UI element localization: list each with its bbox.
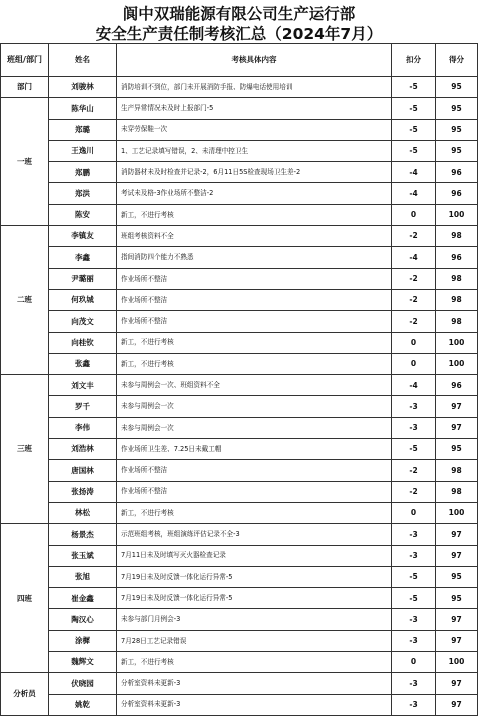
table-row (1, 311, 478, 332)
content-cell: 作业场所不整洁 (117, 268, 392, 289)
name-cell: 涂樨 (49, 630, 117, 651)
table-row (1, 545, 478, 566)
name-cell: 郑璐 (49, 119, 117, 140)
table-row (1, 98, 478, 119)
name-cell: 张鑫 (49, 353, 117, 374)
table-row (1, 396, 478, 417)
group-label-cell: 分析员 (1, 673, 49, 716)
name-cell: 刘骏林 (49, 77, 117, 98)
score-cell: 100 (436, 332, 478, 353)
deduct-cell: 0 (392, 332, 436, 353)
deduct-cell: -5 (392, 98, 436, 119)
header-score: 得分 (436, 44, 478, 77)
table-row (1, 630, 478, 651)
name-cell: 何玖城 (49, 289, 117, 310)
name-cell: 郑洪 (49, 183, 117, 204)
deduct-cell: 0 (392, 652, 436, 673)
deduct-cell: 0 (392, 204, 436, 225)
document-title-line1: 阆中双瑞能源有限公司生产运行部 (122, 5, 356, 23)
score-cell: 95 (436, 439, 478, 460)
deduct-cell: 0 (392, 353, 436, 374)
content-cell: 7月19日未及时反馈一体化运行异常-5 (117, 588, 392, 609)
table-row (1, 652, 478, 673)
table-row (1, 332, 478, 353)
deduct-cell: -3 (392, 609, 436, 630)
content-cell: 作业场所不整洁 (117, 289, 392, 310)
deduct-cell: -5 (392, 566, 436, 587)
score-cell: 97 (436, 417, 478, 438)
table-row (1, 289, 478, 310)
table-row (1, 204, 478, 225)
name-cell: 郑鹏 (49, 162, 117, 183)
content-cell: 示范班组考核，班组演练评估记录不全-3 (117, 524, 392, 545)
content-cell: 1、工艺记录填写错误，2、未清理中控卫生 (117, 140, 392, 161)
score-cell: 100 (436, 502, 478, 523)
score-cell: 100 (436, 353, 478, 374)
header-group: 班组/部门 (1, 44, 49, 77)
content-cell: 未参与周例会一次 (117, 417, 392, 438)
score-cell: 95 (436, 119, 478, 140)
score-cell: 95 (436, 77, 478, 98)
score-cell: 97 (436, 396, 478, 417)
table-row (1, 481, 478, 502)
content-cell: 指间消防四个能力不熟悉 (117, 247, 392, 268)
table-row (1, 353, 478, 374)
table-row (1, 77, 478, 98)
score-cell: 95 (436, 566, 478, 587)
content-cell: 新工，不进行考核 (117, 353, 392, 374)
content-cell: 班组考核资料不全 (117, 226, 392, 247)
name-cell: 林松 (49, 502, 117, 523)
score-cell: 96 (436, 183, 478, 204)
name-cell: 李伟 (49, 417, 117, 438)
content-cell: 未参与部门月例会-3 (117, 609, 392, 630)
table-header-row (1, 44, 478, 77)
deduct-cell: -3 (392, 396, 436, 417)
content-cell: 新工，不进行考核 (117, 652, 392, 673)
deduct-cell: -5 (392, 119, 436, 140)
name-cell: 唐国林 (49, 460, 117, 481)
deduct-cell: -2 (392, 289, 436, 310)
document-title-line2: 安全生产责任制考核汇总（2024年7月） (95, 25, 383, 43)
deduct-cell: -3 (392, 694, 436, 715)
score-cell: 96 (436, 375, 478, 396)
group-label-cell: 二班 (1, 226, 49, 375)
deduct-cell: -2 (392, 226, 436, 247)
content-cell: 分析室资料未更新-3 (117, 694, 392, 715)
table-row (1, 502, 478, 523)
table-row (1, 566, 478, 587)
deduct-cell: -5 (392, 588, 436, 609)
deduct-cell: -4 (392, 183, 436, 204)
deduct-cell: -3 (392, 545, 436, 566)
deduct-cell: -3 (392, 524, 436, 545)
name-cell: 伏晓园 (49, 673, 117, 694)
name-cell: 尹璐丽 (49, 268, 117, 289)
score-cell: 97 (436, 694, 478, 715)
deduct-cell: -2 (392, 268, 436, 289)
content-cell: 消防培训不到位，部门未开展消防手报、防爆电话使用培训 (117, 77, 392, 98)
table-row (1, 247, 478, 268)
deduct-cell: -4 (392, 162, 436, 183)
content-cell: 考试未及格-3作业场所不整洁-2 (117, 183, 392, 204)
table-row (1, 375, 478, 396)
name-cell: 陈华山 (49, 98, 117, 119)
name-cell: 魏辉文 (49, 652, 117, 673)
assessment-table (0, 43, 478, 716)
header-content: 考核具体内容 (117, 44, 392, 77)
table-row (1, 609, 478, 630)
group-label-cell: 部门 (1, 77, 49, 98)
content-cell: 作业场所不整洁 (117, 460, 392, 481)
score-cell: 97 (436, 545, 478, 566)
content-cell: 新工，不进行考核 (117, 204, 392, 225)
score-cell: 98 (436, 268, 478, 289)
name-cell: 王逸川 (49, 140, 117, 161)
name-cell: 向桂钦 (49, 332, 117, 353)
deduct-cell: 0 (392, 502, 436, 523)
group-label-cell: 三班 (1, 375, 49, 524)
name-cell: 陈安 (49, 204, 117, 225)
table-row (1, 119, 478, 140)
table-row (1, 588, 478, 609)
name-cell: 姚乾 (49, 694, 117, 715)
score-cell: 96 (436, 162, 478, 183)
content-cell: 作业场所不整洁 (117, 481, 392, 502)
deduct-cell: -5 (392, 140, 436, 161)
table-row (1, 460, 478, 481)
table-row (1, 268, 478, 289)
name-cell: 张旭 (49, 566, 117, 587)
name-cell: 李鑫 (49, 247, 117, 268)
deduct-cell: -2 (392, 460, 436, 481)
deduct-cell: -5 (392, 439, 436, 460)
content-cell: 7月11日未及时填写灭火器检查记录 (117, 545, 392, 566)
table-row (1, 183, 478, 204)
score-cell: 95 (436, 140, 478, 161)
score-cell: 95 (436, 588, 478, 609)
deduct-cell: -4 (392, 247, 436, 268)
name-cell: 李镇友 (49, 226, 117, 247)
content-cell: 新工，不进行考核 (117, 332, 392, 353)
name-cell: 张扬涛 (49, 481, 117, 502)
score-cell: 98 (436, 289, 478, 310)
score-cell: 98 (436, 481, 478, 502)
content-cell: 作业场所卫生差、7.25日未戴工帽 (117, 439, 392, 460)
table-body (1, 77, 478, 716)
content-cell: 未穿劳保鞋一次 (117, 119, 392, 140)
content-cell: 消防器材未及时检查并记录-2，6月11日5S检查现场卫生差-2 (117, 162, 392, 183)
table-row (1, 694, 478, 715)
deduct-cell: -2 (392, 481, 436, 502)
content-cell: 生产异常情况未及时上报部门-5 (117, 98, 392, 119)
content-cell: 新工，不进行考核 (117, 502, 392, 523)
table-row (1, 226, 478, 247)
name-cell: 罗千 (49, 396, 117, 417)
score-cell: 100 (436, 652, 478, 673)
header-deduct: 扣分 (392, 44, 436, 77)
score-cell: 97 (436, 524, 478, 545)
table-row (1, 439, 478, 460)
table-row (1, 417, 478, 438)
deduct-cell: -5 (392, 77, 436, 98)
name-cell: 陶汉心 (49, 609, 117, 630)
name-cell: 张玉斌 (49, 545, 117, 566)
score-cell: 97 (436, 609, 478, 630)
score-cell: 98 (436, 460, 478, 481)
score-cell: 97 (436, 630, 478, 651)
table-row (1, 673, 478, 694)
group-label-cell: 一班 (1, 98, 49, 226)
content-cell: 未参与周例会一次、班组资料不全 (117, 375, 392, 396)
score-cell: 98 (436, 311, 478, 332)
score-cell: 96 (436, 247, 478, 268)
content-cell: 作业场所不整洁 (117, 311, 392, 332)
content-cell: 7月19日未及时反馈一体化运行异常-5 (117, 566, 392, 587)
deduct-cell: -3 (392, 417, 436, 438)
deduct-cell: -2 (392, 311, 436, 332)
deduct-cell: -3 (392, 673, 436, 694)
score-cell: 100 (436, 204, 478, 225)
content-cell: 7月28日工艺记录错误 (117, 630, 392, 651)
content-cell: 未参与周例会一次 (117, 396, 392, 417)
score-cell: 98 (436, 226, 478, 247)
name-cell: 刘浩林 (49, 439, 117, 460)
header-name: 姓名 (49, 44, 117, 77)
name-cell: 崔金鑫 (49, 588, 117, 609)
score-cell: 95 (436, 98, 478, 119)
table-row (1, 524, 478, 545)
table-row (1, 162, 478, 183)
score-cell: 97 (436, 673, 478, 694)
deduct-cell: -3 (392, 630, 436, 651)
deduct-cell: -4 (392, 375, 436, 396)
group-label-cell: 四班 (1, 524, 49, 673)
name-cell: 向茂文 (49, 311, 117, 332)
content-cell: 分析室资料未更新-3 (117, 673, 392, 694)
name-cell: 杨景杰 (49, 524, 117, 545)
name-cell: 刘文丰 (49, 375, 117, 396)
table-row (1, 140, 478, 161)
